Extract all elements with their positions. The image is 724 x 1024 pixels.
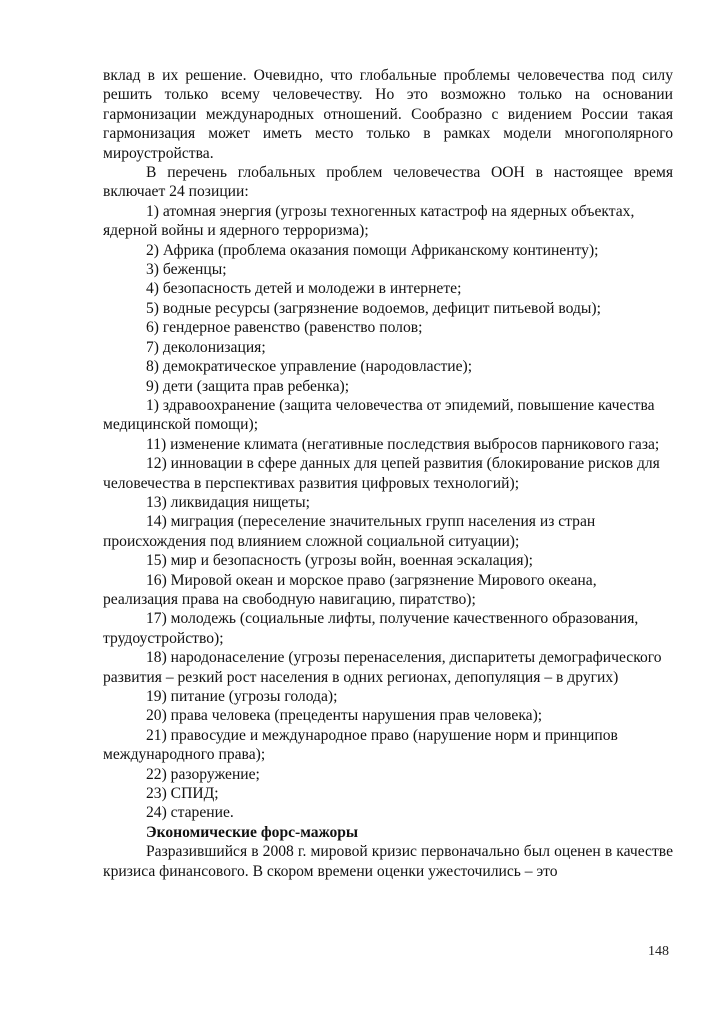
list-item: 8) демократическое управление (народовластие); — [146, 358, 473, 376]
global-problems-list — [103, 202, 673, 823]
list-item: 23) СПИД; — [146, 785, 219, 803]
list-item: 1) здравоохранение (защита человечества от эпидемий, повышение качества медицинской помощи); — [103, 396, 655, 434]
list-item: 3) беженцы; — [146, 261, 227, 279]
list-item: 21) правосудие и международное право (нарушение норм и принципов международного права); — [103, 726, 618, 764]
list-item: 5) водные ресурсы (загрязнение водоемов, дефицит питьевой воды); — [146, 299, 601, 317]
list-item: 22) разоружение; — [146, 765, 260, 783]
paragraph-intro: вклад в их решение. Очевидно, что глобальные проблемы человечества под силу решить только всему человечеству. Но это возможно только на основании гармонизации международных отношений. Сообразно с видением России такая гармонизация может иметь место только в рамках модели многополярного мироустройства. — [103, 67, 673, 162]
list-item: 14) миграция (переселение значительных групп населения из стран происхождения под влиянием сложной социальной ситуации); — [103, 513, 596, 550]
paragraph-list-intro: В перечень глобальных проблем человечества ООН в настоящее время включает 24 позиции: — [103, 164, 673, 201]
paragraph-crisis: Разразившийся в 2008 г. мировой кризис первоначально был оценен в качестве кризиса финансового. В скором времени оценки ужесточились – это — [103, 843, 673, 880]
list-item: 15) мир и безопасность (угрозы войн, военная эскалация); — [146, 552, 534, 570]
list-item: 24) старение. — [146, 804, 234, 822]
list-item: 18) народонаселение (угрозы перенаселения, диспаритеты демографического развития – резкий рост населения в одних регионах, депопуляция – в других) — [103, 649, 662, 686]
page-number: 148 — [648, 944, 669, 959]
page-body — [103, 66, 673, 881]
list-item: 2) Африка (проблема оказания помощи Африканскому континенту); — [146, 241, 599, 259]
list-item: 19) питание (угрозы голода); — [146, 688, 338, 705]
list-item: 16) Мировой океан и морское право (загрязнение Мирового океана, реализация права на свободную навигацию, пиратство); — [103, 571, 597, 608]
list-item: 7) деколонизация; — [146, 338, 266, 356]
list-item: 20) права человека (прецеденты нарушения прав человека); — [146, 707, 543, 725]
list-item: 12) инновации в сфере данных для цепей развития (блокирование рисков для человечества в перспективах развития цифровых технологий); — [103, 455, 660, 492]
list-item: 9) дети (защита прав ребенка); — [146, 377, 350, 395]
list-item: 17) молодежь (социальные лифты, получение качественного образования, трудоустройство); — [103, 610, 639, 647]
list-item: 1) атомная энергия (угрозы техногенных катастроф на ядерных объектах, ядерной войны и ядерного терроризма); — [103, 202, 635, 240]
list-item: 13) ликвидация нищеты; — [146, 493, 310, 511]
list-item: 6) гендерное равенство (равенство полов; — [146, 319, 423, 337]
list-item: 11) изменение климата (негативные последствия выбросов парникового газа; — [146, 435, 660, 453]
section-heading: Экономические форс-мажоры — [146, 823, 359, 841]
list-item: 4) безопасность детей и молодежи в интернете; — [146, 280, 462, 298]
